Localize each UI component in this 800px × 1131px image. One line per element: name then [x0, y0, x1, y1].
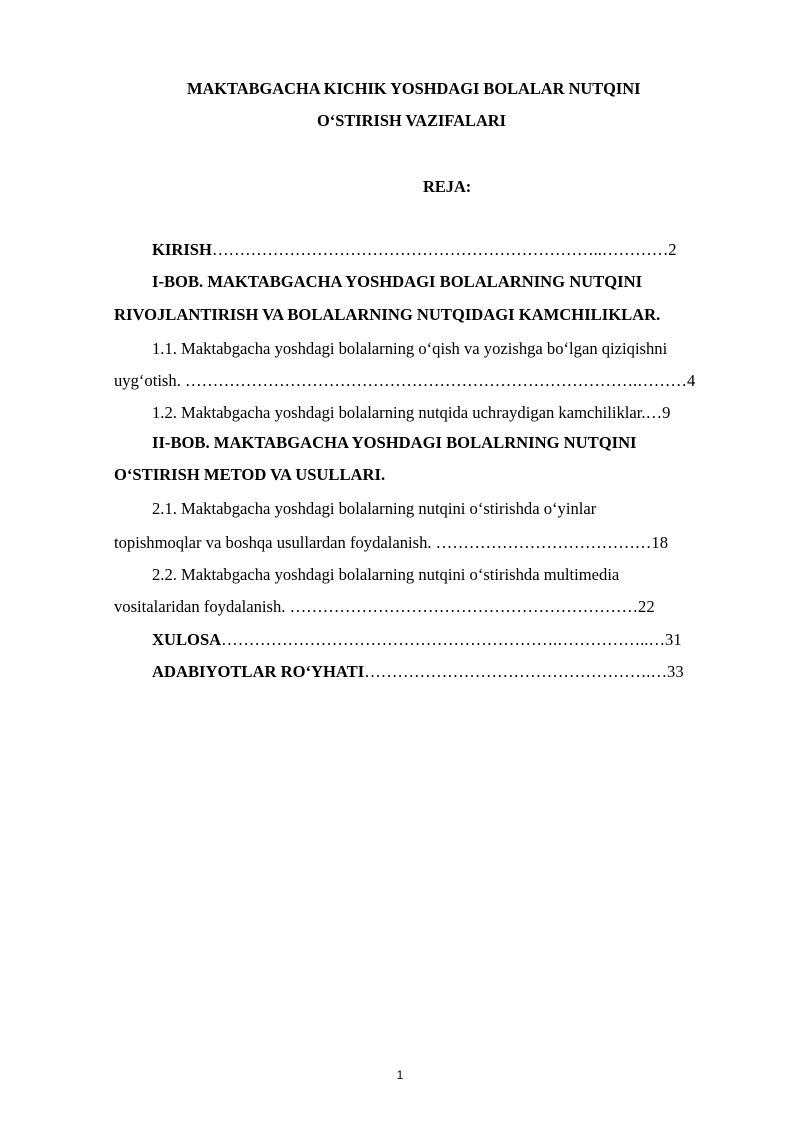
- toc-entry-kirish: [152, 240, 677, 260]
- plan-heading: REJA:: [423, 177, 472, 196]
- toc-adabiyotlar-label: ADABIYOTLAR RO‘YHATI: [152, 662, 365, 681]
- toc-chapter1-line1: I-BOB. MAKTABGACHA YOSHDAGI BOLALARNING NUTQINI: [152, 272, 643, 291]
- toc-entry-adabiyotlar: [152, 662, 684, 682]
- toc-section-2-1-line2: topishmoqlar va boshqa usullardan foydalanish. …………………………………18: [114, 533, 668, 552]
- document-title-line-2: O‘STIRISH VAZIFALARI: [317, 111, 507, 130]
- toc-adabiyotlar-leader: …………………………………………….…33: [364, 662, 684, 681]
- toc-xulosa-label: XULOSA: [152, 630, 222, 649]
- page-number: 1: [396, 1068, 404, 1082]
- toc-section-1-2: 1.2. Maktabgacha yoshdagi bolalarning nutqida uchraydigan kamchiliklar.…9: [152, 403, 671, 422]
- toc-section-1-1-line1: 1.1. Maktabgacha yoshdagi bolalarning o‘qish va yozishga bo‘lgan qiziqishni: [152, 339, 668, 358]
- toc-section-2-1-line1: 2.1. Maktabgacha yoshdagi bolalarning nutqini o‘stirishda o‘yinlar: [152, 499, 597, 518]
- toc-section-2-2-line1: 2.2. Maktabgacha yoshdagi bolalarning nutqini o‘stirishda multimedia: [152, 565, 620, 584]
- toc-chapter2-line2: O‘STIRISH METOD VA USULLARI.: [114, 465, 386, 484]
- toc-chapter2-line1: II-BOB. MAKTABGACHA YOSHDAGI BOLALRNING NUTQINI: [152, 433, 637, 452]
- toc-xulosa-leader: …………………………………………………….……………..…31: [221, 630, 682, 649]
- toc-chapter1-line2: RIVOJLANTIRISH VA BOLALARNING NUTQIDAGI KAMCHILIKLAR.: [114, 305, 661, 324]
- toc-kirish-label: KIRISH: [152, 240, 212, 259]
- document-title-line-1: MAKTABGACHA KICHIK YOSHDAGI BOLALAR NUTQINI: [187, 79, 641, 98]
- toc-entry-xulosa: [152, 630, 682, 650]
- toc-section-2-2-line2: vositalaridan foydalanish. ………………………………………………………22: [114, 597, 655, 616]
- toc-section-1-1-line2: uyg‘otish. ……………………………………………………………………….………4: [114, 371, 696, 390]
- toc-kirish-leader: ……………………………………………………………..…………2: [211, 240, 677, 259]
